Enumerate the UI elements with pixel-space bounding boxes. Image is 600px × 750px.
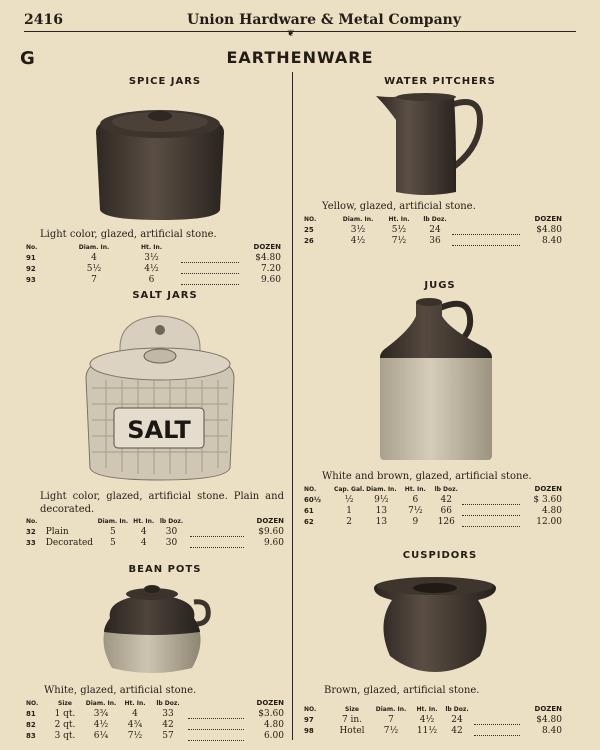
col-dozen: DOZEN — [256, 517, 284, 525]
water-pitchers-description: Yellow, glazed, artificial stone. — [322, 201, 476, 212]
table-row: 83 3 qt. 6¼ 7½ 57 6.00 — [26, 731, 284, 741]
spice-jars-description: Light color, glazed, artificial stone. — [40, 229, 217, 240]
company-name: Union Hardware & Metal Company — [187, 12, 461, 28]
page-header — [24, 12, 576, 36]
col-diam: Diam. In. — [375, 706, 407, 713]
water-pitchers-heading: WATER PITCHERS — [384, 76, 496, 87]
bean-pot-illustration — [96, 578, 216, 678]
table-row: 92 5½ 4½ 7.20 — [26, 264, 281, 274]
col-size: Size — [58, 700, 72, 707]
water-pitcher-illustration — [376, 90, 486, 198]
col-no: NO. — [26, 700, 39, 707]
col-ht: Ht. In. — [140, 244, 163, 251]
col-dozen: DOZEN — [534, 215, 562, 223]
table-row: 91 4 3½ $4.80 — [26, 253, 281, 263]
spice-jar-illustration — [90, 92, 230, 222]
col-diam: Diam. In. — [85, 700, 117, 707]
page-title: EARTHENWARE — [226, 48, 374, 67]
salt-label-text: SALT — [127, 416, 191, 444]
col-no: No. — [26, 244, 38, 251]
col-diam: Diam. In. — [342, 216, 374, 223]
section-letter: G — [20, 48, 35, 69]
table-row: 81 1 qt. 3¾ 4 33 $3.60 — [26, 709, 284, 719]
jug-illustration — [376, 296, 496, 464]
col-cap: Cap. Gal. — [333, 486, 365, 493]
spice-jars-heading: SPICE JARS — [128, 76, 202, 87]
water-pitchers-table — [304, 214, 562, 247]
col-ht: Ht. In. — [404, 486, 426, 493]
col-ht: Ht. In. — [416, 706, 438, 713]
cuspidors-description: Brown, glazed, artificial stone. — [324, 685, 480, 696]
col-lb: lb Doz. — [434, 486, 458, 493]
col-diam: Diam. In. — [78, 244, 110, 251]
col-dozen: DOZEN — [534, 485, 562, 493]
table-row: 33 Decorated 5 4 30 9.60 — [26, 538, 284, 548]
col-lb: lb Doz. — [156, 700, 180, 707]
col-dozen: DOZEN — [253, 243, 281, 251]
salt-jar-illustration — [82, 308, 238, 484]
table-row: 32 Plain 5 4 30 $9.60 — [26, 527, 284, 537]
table-row: 98 Hotel 7½ 11½ 42 8.40 — [304, 726, 562, 736]
col-ht: Ht. In. — [388, 216, 410, 223]
cuspidors-heading: CUSPIDORS — [402, 550, 478, 561]
table-row: 60½ ½ 9½ 6 42 $ 3.60 — [304, 495, 562, 505]
table-row: 97 7 in. 7 4½ 24 $4.80 — [304, 715, 562, 725]
col-lb: lb Doz. — [159, 518, 184, 525]
table-row: 25 3½ 5½ 24 $4.80 — [304, 225, 562, 235]
salt-jars-description: Light color, glazed, artificial stone. Plain and decorated. — [40, 491, 284, 515]
table-row: 62 2 13 9 126 12.00 — [304, 517, 562, 527]
header-rule — [24, 31, 576, 32]
bean-pots-table — [26, 698, 284, 742]
jugs-table — [304, 484, 562, 528]
col-no: NO. — [304, 486, 317, 493]
col-lb: lb Doz. — [423, 216, 447, 223]
spice-jars-table — [26, 242, 281, 286]
col-dozen: DOZEN — [256, 699, 284, 707]
page-number: 2416 — [24, 12, 63, 28]
salt-jars-table — [26, 516, 284, 549]
table-row: 61 1 13 7½ 66 4.80 — [304, 506, 562, 516]
col-size: Size — [345, 706, 359, 713]
jugs-heading: JUGS — [424, 280, 456, 291]
col-lb: lb Doz. — [445, 706, 469, 713]
col-no: No. — [26, 518, 38, 525]
cuspidor-illustration — [370, 574, 500, 674]
bean-pots-description: White, glazed, artificial stone. — [44, 685, 197, 696]
col-ht: Ht. In. — [124, 700, 146, 707]
bean-pots-heading: BEAN POTS — [128, 564, 202, 575]
column-divider — [292, 72, 293, 740]
table-row: 26 4½ 7½ 36 8.40 — [304, 236, 562, 246]
col-diam: Diam. In. — [366, 486, 397, 493]
col-ht: Ht. In. — [133, 518, 155, 525]
col-dozen: DOZEN — [534, 705, 562, 713]
col-diam: Diam. In. — [97, 518, 129, 525]
table-row: 82 2 qt. 4½ 4¾ 42 4.80 — [26, 720, 284, 730]
col-no: NO. — [304, 216, 317, 223]
jugs-description: White and brown, glazed, artificial stone. — [322, 471, 532, 482]
salt-jars-heading: SALT JARS — [132, 290, 198, 301]
header-ornament: ❦ — [287, 29, 294, 39]
table-row: 93 7 6 9.60 — [26, 275, 281, 285]
cuspidors-table — [304, 704, 562, 737]
col-no: NO. — [304, 706, 317, 713]
